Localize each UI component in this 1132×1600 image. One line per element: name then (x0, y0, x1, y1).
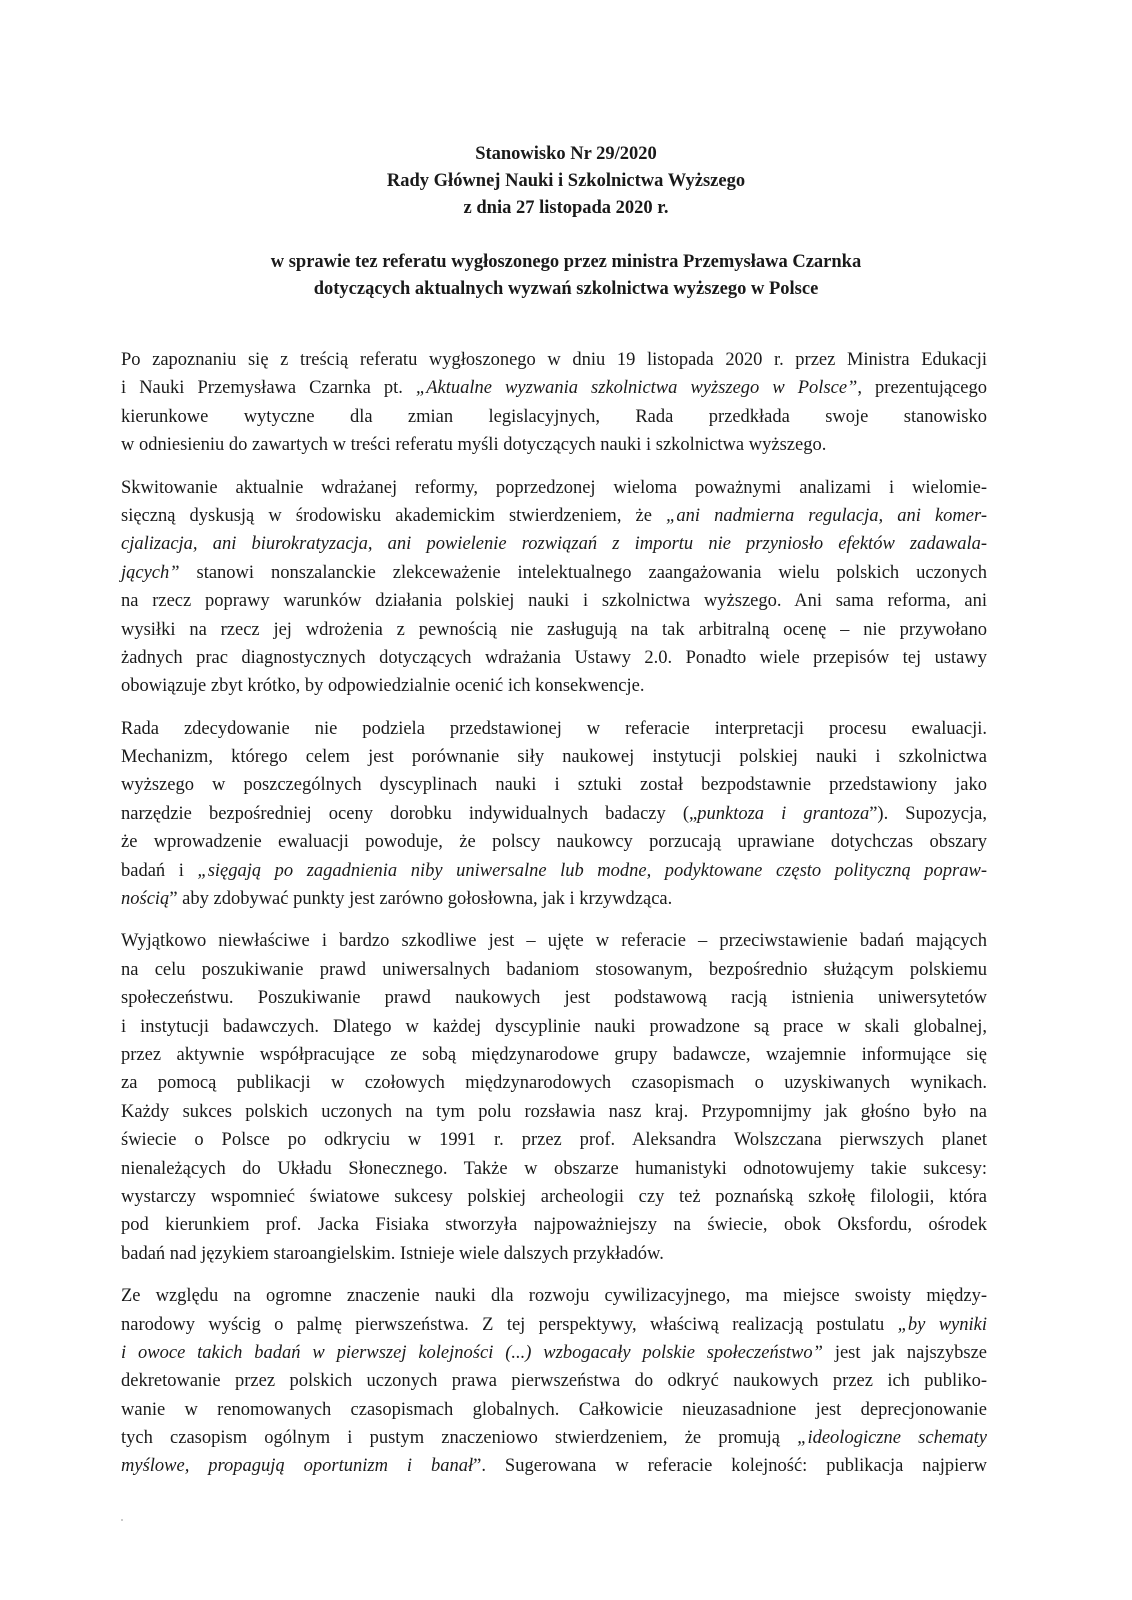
text-segment: żadnych prac diagnostycznych dotyczących wdrażania Ustawy 2.0. Ponadto wiele przepisów tej ustawy (121, 647, 987, 668)
text-line (121, 587, 987, 615)
text-segment: wyższego w poszczególnych dyscyplinach nauki i sztuki został bezpodstawnie przedstawiony jako (121, 775, 987, 796)
text-segment: Rada zdecydowanie nie podziela przedstawionej w referacie interpretacji procesu ewaluacji. (121, 718, 987, 739)
text-line (121, 1452, 987, 1480)
quoted-text: punktoza i grantoza (697, 803, 870, 824)
text-line (121, 857, 987, 885)
text-segment: i Nauki Przemysława Czarnka pt. (121, 378, 416, 399)
text-line (121, 1041, 987, 1069)
quoted-text: nością (121, 889, 170, 910)
text-line (121, 1339, 987, 1367)
text-segment: nienależących do Układu Słonecznego. Także w obszarze humanistyki odnotowujemy takie sukcesy: (121, 1158, 987, 1179)
text-line (121, 431, 987, 459)
text-line (121, 403, 987, 431)
text-line (121, 1183, 987, 1211)
text-segment: że wprowadzenie ewaluacji powoduje, że polscy naukowcy porzucają uprawiane dotychczas obszary (121, 832, 987, 853)
text-segment: ”. Sugerowana w referacie kolejność: publikacja najpierw (473, 1456, 988, 1477)
text-segment: Mechanizm, którego celem jest porównanie siły naukowej instytucji polskiej nauki i szkolnictwa (121, 747, 987, 768)
subject-line: w sprawie tez referatu wygłoszonego przez ministra Przemysława Czarnka (270, 252, 862, 272)
text-segment: społeczeństwu. Poszukiwanie prawd naukowych jest podstawową racją istnienia uniwersytetów (121, 988, 987, 1009)
text-segment: Ze względu na ogromne znaczenie nauki dla rozwoju cywilizacyjnego, ma miejsce swoisty między- (121, 1286, 987, 1307)
text-segment: obowiązuje zbyt krótko, by odpowiedzialnie ocenić ich konsekwencje. (121, 676, 645, 697)
text-segment: stanowi nonszalanckie zlekceważenie intelektualnego zaangażowania wielu polskich uczonych (179, 562, 987, 583)
text-line (121, 1013, 987, 1041)
text-segment: świecie o Polsce po odkryciu w 1991 r. przez prof. Aleksandra Wolszczana pierwszych planet (121, 1130, 987, 1151)
text-line (121, 984, 987, 1012)
text-segment: na rzecz poprawy warunków działania polskiej nauki i szkolnictwa wyższego. Ani sama reforma, ani (121, 591, 987, 612)
text-segment: Każdy sukces polskich uczonych na tym polu rozsławia nasz kraj. Przypomnijmy jak głośno było na (121, 1101, 987, 1122)
quoted-text: i owoce takich badań w pierwszej kolejności (...) wzbogacały polskie społeczeństwo” (121, 1342, 823, 1363)
text-segment: , prezentującego (857, 378, 987, 399)
paragraph (121, 715, 987, 914)
text-segment: sięczną dyskusją w środowisku akademickim stwierdzeniem, że (121, 505, 667, 526)
title-line: z dnia 27 listopada 2020 r. (463, 198, 669, 218)
text-line (121, 1240, 987, 1268)
text-line (121, 743, 987, 771)
text-segment: ” aby zdobywać punkty jest zarówno gołosłowna, jak i krzywdząca. (169, 889, 673, 910)
text-segment: wystarczy wspomnieć światowe sukcesy polskiej archeologii czy też poznańską szkołę filologii, która (121, 1186, 987, 1207)
paragraph (121, 474, 987, 701)
text-line (121, 644, 987, 672)
text-line (121, 1155, 987, 1183)
text-line (121, 502, 987, 530)
text-line (121, 956, 987, 984)
text-segment: badań nad językiem staroangielskim. Istnieje wiele dalszych przykładów. (121, 1243, 664, 1264)
text-line (121, 885, 987, 913)
text-segment: wanie w renomowanych czasopismach globalnych. Całkowicie nieuzasadnione jest deprecjonowanie (121, 1399, 987, 1420)
text-line (121, 346, 987, 374)
text-segment: narzędzie bezpośredniej oceny dorobku indywidualnych badaczy („ (121, 803, 698, 824)
text-segment: i instytucji badawczych. Dlatego w każdej dyscyplinie nauki prowadzone są prace w skali globalnej, (121, 1016, 987, 1037)
text-line (121, 559, 987, 587)
text-line (121, 1396, 987, 1424)
document-subject (0, 249, 1132, 303)
text-line (121, 374, 987, 402)
quoted-text: myślowe, propagują oportunizm i banał (121, 1456, 474, 1477)
quoted-text: „Aktualne wyzwania szkolnictwa wyższego w Polsce” (415, 378, 858, 399)
text-segment: w odniesieniu do zawartych w treści referatu myśli dotyczących nauki i szkolnictwa wyższego. (121, 435, 827, 456)
text-line (121, 1424, 987, 1452)
text-segment: narodowy wyścig o palmę pierwszeństwa. Z tej perspektywy, właściwą realizacją postulatu (121, 1314, 898, 1335)
quoted-text: cjalizacja, ani biurokratyzacja, ani powielenie rozwiązań z importu nie przyniosło efektów zadawala- (121, 534, 987, 555)
text-line (121, 715, 987, 743)
paragraph (121, 927, 987, 1268)
quoted-text: „sięgają po zagadnienia niby uniwersalne lub modne, podyktowane często polityczną popraw- (197, 860, 987, 881)
text-line (121, 1098, 987, 1126)
text-line (121, 800, 987, 828)
quoted-text: jących” (121, 562, 180, 583)
text-segment: jest jak najszybsze (822, 1342, 987, 1363)
text-segment: Wyjątkowo niewłaściwe i bardzo szkodliwe jest – ujęte w referacie – przeciwstawienie badań mających (121, 931, 987, 952)
text-segment: Po zapoznaniu się z treścią referatu wygłoszonego w dniu 19 listopada 2020 r. przez Ministra Edukacji (121, 350, 987, 370)
paragraph (121, 1282, 987, 1481)
text-line (121, 530, 987, 558)
scan-speck (121, 1519, 123, 1521)
text-segment: badań i (121, 860, 198, 881)
text-line (121, 1311, 987, 1339)
text-line (121, 828, 987, 856)
title-line: Rady Głównej Nauki i Szkolnictwa Wyższego (386, 171, 746, 191)
text-segment: na celu poszukiwanie prawd uniwersalnych badaniom stosowanym, bezpośrednio służącym polskiemu (121, 959, 987, 980)
text-line (121, 1126, 987, 1154)
text-segment: wysiłki na rzecz jej wdrożenia z pewnością nie zasługują na tak arbitralną ocenę – nie przywołano (121, 619, 987, 640)
text-line (121, 672, 987, 700)
text-line (121, 1367, 987, 1395)
text-segment: pod kierunkiem prof. Jacka Fisiaka stworzyła najpoważniejszy na świecie, obok Oksfordu, ośrodek (121, 1215, 987, 1236)
text-line (121, 616, 987, 644)
text-segment: tych czasopism ogólnym i pustym znaczeniowo stwierdzeniem, że promują (121, 1428, 798, 1449)
document-title (0, 141, 1132, 222)
quoted-text: „by wyniki (897, 1314, 987, 1335)
text-segment: przez aktywnie współpracujące ze sobą międzynarodowe grupy badawcze, wzajemnie informujące się (121, 1044, 987, 1065)
text-line (121, 474, 987, 502)
text-segment: Skwitowanie aktualnie wdrażanej reformy, poprzedzonej wieloma poważnymi analizami i wielomie- (121, 477, 987, 498)
text-line (121, 771, 987, 799)
text-line (121, 1069, 987, 1097)
text-line (121, 927, 987, 955)
text-segment: ”). Supozycja, (869, 803, 987, 824)
text-line (121, 1282, 987, 1310)
subject-line: dotyczących aktualnych wyzwań szkolnictwa wyższego w Polsce (313, 279, 819, 299)
quoted-text: „ani nadmierna regulacja, ani komer- (666, 505, 987, 526)
paragraph (121, 346, 987, 460)
text-segment: dekretowanie przez polskich uczonych prawa pierwszeństwa do odkryć naukowych przez ich publiko- (121, 1371, 987, 1392)
document-body (121, 346, 987, 1495)
title-line: Stanowisko Nr 29/2020 (475, 144, 657, 164)
text-line (121, 1211, 987, 1239)
text-segment: za pomocą publikacji w czołowych międzynarodowych czasopismach o uzyskiwanych wynikach. (121, 1073, 987, 1094)
text-segment: kierunkowe wytyczne dla zmian legislacyjnych, Rada przedkłada swoje stanowisko (121, 406, 987, 427)
quoted-text: „ideologiczne schematy (797, 1428, 987, 1449)
